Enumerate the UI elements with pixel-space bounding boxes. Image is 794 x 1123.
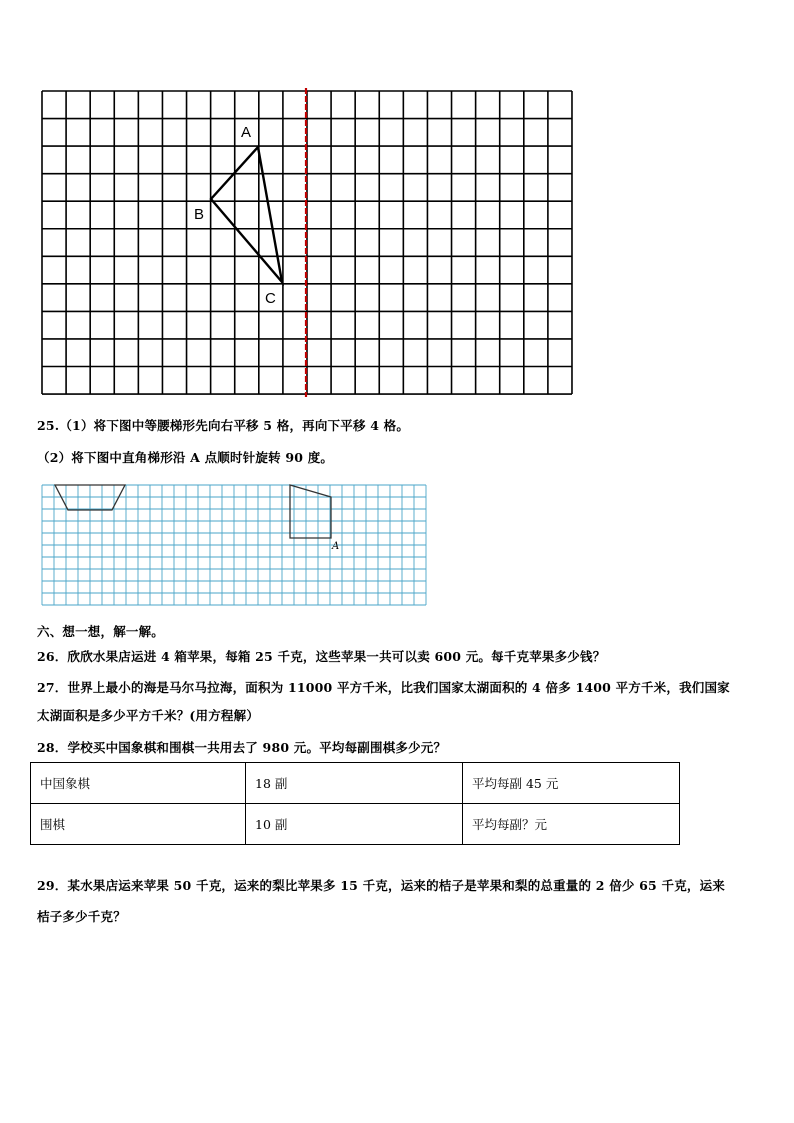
section-6-heading: 六、想一想，解一解。 — [37, 624, 165, 639]
table-cell: 18 副 — [246, 763, 463, 804]
question-25-part-1: 25.（1）将下图中等腰梯形先向右平移 5 格，再向下平移 4 格。 — [37, 418, 410, 433]
question-27-line-1: 27．世界上最小的海是马尔马拉海，面积为 11000 平方千米，比我们国家太湖面积的 4 倍多 1400 平方千米，我们国家 — [37, 680, 730, 695]
vertex-label-c: C — [265, 290, 276, 307]
table-cell: 中国象棋 — [31, 763, 246, 804]
table-cell: 围棋 — [31, 804, 246, 845]
table-cell: 平均每副 45 元 — [463, 763, 680, 804]
triangle-grid-figure — [0, 0, 794, 400]
vertex-label-b: B — [194, 206, 205, 223]
table-cell: 10 副 — [246, 804, 463, 845]
question-28: 28．学校买中国象棋和围棋一共用去了 980 元。平均每副围棋多少元？ — [37, 740, 447, 755]
question-26: 26．欣欣水果店运进 4 箱苹果，每箱 25 千克，这些苹果一共可以卖 600 元。每千克苹果多少钱？ — [37, 649, 606, 664]
question-27-line-2: 太湖面积是多少平方千米？(用方程解） — [37, 708, 260, 723]
vertex-label-a: A — [241, 124, 252, 141]
table-row — [31, 804, 680, 845]
table-cell: 平均每副？元 — [463, 804, 680, 845]
right-trapezoid — [290, 485, 331, 538]
question-25-part-2: （2）将下图中直角梯形沿 A 点顺时针旋转 90 度。 — [37, 450, 334, 465]
blue-square-grid — [42, 485, 426, 605]
question-29-line-2: 桔子多少千克？ — [37, 909, 126, 924]
question-29-line-1: 29．某水果店运来苹果 50 千克，运来的梨比苹果多 15 千克，运来的桔子是苹果和梨的总重量的 2 倍少 65 千克，运来 — [37, 878, 725, 893]
trapezoid-grid-figure — [0, 470, 794, 615]
chess-price-table — [30, 762, 680, 845]
table-row — [31, 763, 680, 804]
triangle-abc — [211, 147, 282, 282]
point-label-a: A — [332, 541, 340, 552]
